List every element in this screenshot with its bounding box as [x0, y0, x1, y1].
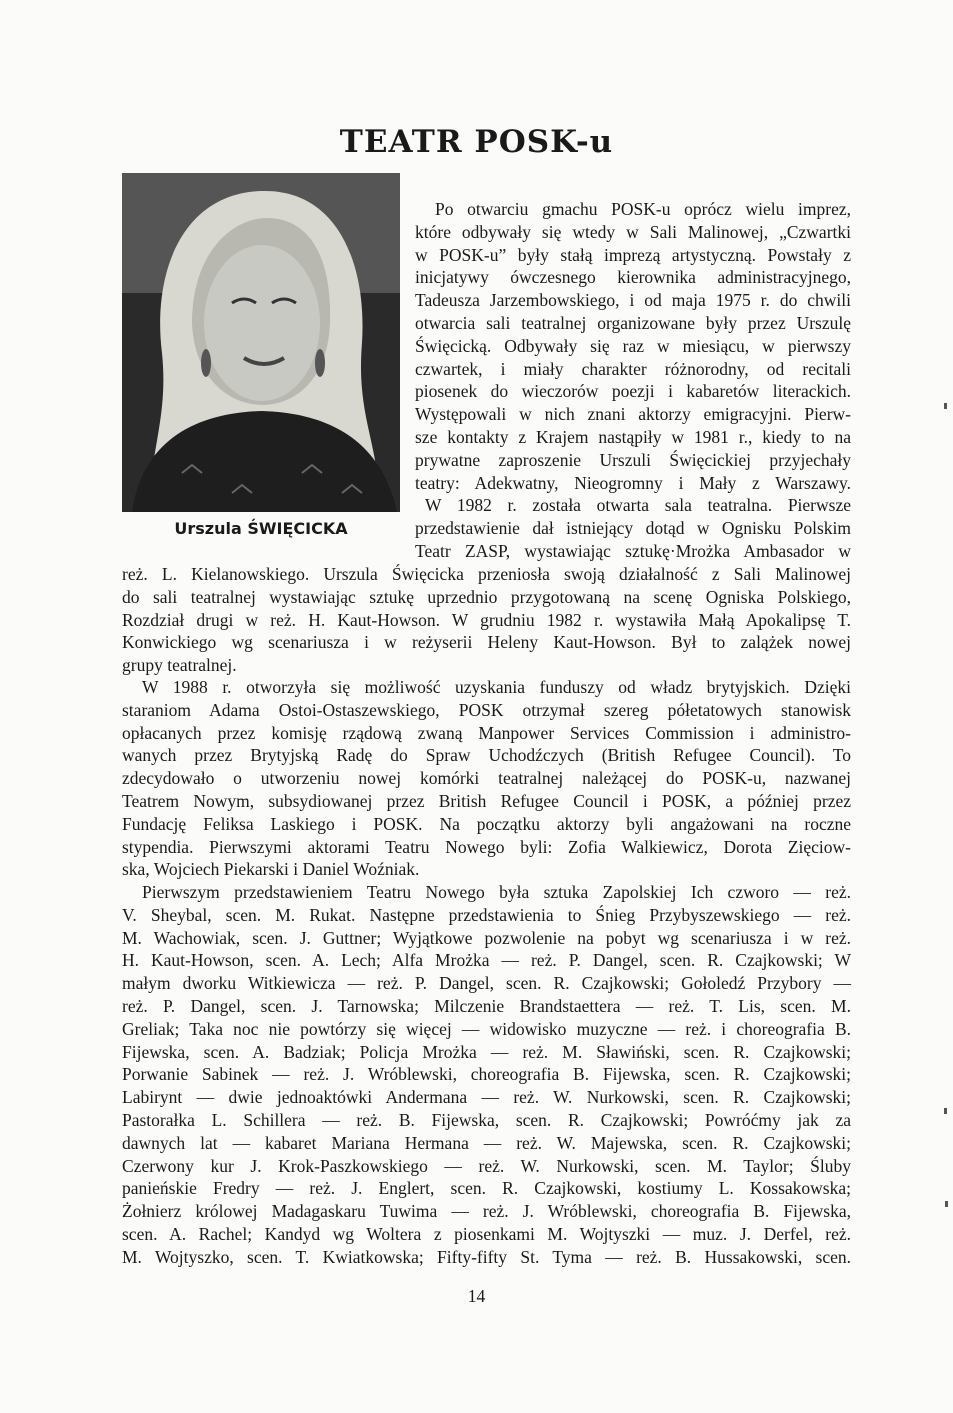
- para3-line: Greliak; Taka noc nie powtórzy się więcej — widowisko muzyczne — reż. i choreografia B.: [122, 1018, 851, 1039]
- para2-line: Teatrem Nowym, subsydiowanej przez British Refugee Council i POSK, a później przez: [122, 790, 851, 811]
- para2-line: wanych przez Brytyjską Radę do Spraw Uchodźczych (British Refugee Council). To: [122, 745, 851, 766]
- para2-line: opłacanych przez komisję rządową zwaną Manpower Services Commission i administro-: [122, 722, 851, 743]
- right-column-line: w POSK-u” były stałą imprezą artystyczną. Powstały z: [415, 244, 851, 265]
- right-column-line: inicjatywy ówczesnego kierownika administracyjnego,: [415, 267, 851, 288]
- paragraph-productions: [122, 881, 851, 1269]
- right-column-line: Święcicką. Odbywały się raz w miesiącu, w pierwszy: [415, 335, 851, 356]
- para3-line: M. Wachowiak, scen. J. Guttner; Wyjątkowe pozwolenie na pobyt wg scenariusza i w reż.: [122, 927, 851, 948]
- right-column-line: które odbywały się wtedy w Sali Malinowej, „Czwartki: [415, 221, 851, 242]
- para2-line: Fundację Feliksa Laskiego i POSK. Na początku aktorzy byli angażowani na roczne: [122, 813, 851, 834]
- scan-speck: [944, 1108, 947, 1114]
- right-column-line: otwarcia sali teatralnej organizowane były przez Urszulę: [415, 312, 851, 333]
- para3-line: Fijewska, scen. A. Badziak; Policja Mrożka — reż. M. Sławiński, scen. R. Czajkowski;: [122, 1041, 851, 1062]
- right-column-line: piosenek do wieczorów poezji i kabaretów literackich.: [415, 381, 851, 402]
- scan-speck: [944, 403, 947, 409]
- right-column-line: Występowali w nich znani aktorzy emigracyjni. Pierw-: [415, 404, 851, 425]
- right-column-line: Tadeusza Jarzembowskiego, i od maja 1975 r. do chwili: [415, 290, 851, 311]
- full-width-para1-line: reż. L. Kielanowskiego. Urszula Święcicka przeniosła swoją działalność z Sali Malinowej: [122, 564, 851, 584]
- right-column-line: W 1982 r. została otwarta sala teatralna. Pierwsze: [425, 495, 851, 516]
- para3-line: Pierwszym przedstawieniem Teatru Nowego była sztuka Zapolskiej Ich czworo — reż.: [142, 882, 851, 902]
- right-column-line: czwartek, i miały charakter różnorodny, od recitali: [415, 358, 851, 379]
- para3-line: scen. A. Rachel; Kandyd wg Woltera z piosenkami M. Wojtyszki — muz. J. Derfel, reż.: [122, 1223, 851, 1244]
- page-title: TEATR POSK-u: [339, 124, 614, 160]
- intro-paragraph-column: [415, 198, 851, 563]
- para3-line: Labirynt — dwie jednoaktówki Andermana — reż. W. Nurkowski, scen. R. Czajkowski;: [122, 1087, 851, 1108]
- para3-line: Czerwony kur J. Krok-Paszkowskiego — reż. W. Nurkowski, scen. M. Taylor; Śluby: [122, 1155, 851, 1176]
- para3-line: Pastorałka L. Schillera — reż. B. Fijewska, scen. R. Czajkowski; Powróćmy jak za: [122, 1109, 851, 1130]
- para2-line: ska, Wojciech Piekarski i Daniel Woźniak.: [122, 859, 420, 880]
- para3-line: H. Kaut-Howson, scen. A. Lech; Alfa Mrożka — reż. P. Dangel, scen. R. Czajkowski; W: [122, 950, 851, 971]
- right-column-line: Teatr ZASP, wystawiając sztukę·Mrożka Ambasador w: [415, 540, 851, 561]
- para2-line: zdecydowało o utworzeniu nowej komórki teatralnej należącej do POSK-u, nazwanej: [122, 768, 851, 789]
- para3-line: małym dworku Witkiewicza — reż. P. Dangel, scen. R. Czajkowski; Gołoledź Przybory —: [122, 973, 851, 994]
- para2-line: stypendia. Pierwszymi aktorami Teatru Nowego byli: Zofia Walkiewicz, Dorota Zięciow-: [122, 836, 851, 857]
- para2-line: W 1988 r. otworzyła się możliwość uzyskania funduszy od władz brytyjskich. Dzięki: [142, 677, 851, 697]
- portrait-illustration: [122, 173, 400, 512]
- para3-line: dawnych lat — kabaret Mariana Hermana — reż. W. Majewska, scen. R. Czajkowski;: [122, 1132, 851, 1153]
- paragraph-funding: [122, 676, 851, 881]
- para2-line: staraniom Adama Ostoi-Ostaszewskiego, POSK otrzymał szereg półetatowych stanowisk: [122, 699, 851, 720]
- para3-line: Porwanie Sabinek — reż. J. Wróblewski, choreografia B. Fijewska, scen. R. Czajkowski;: [122, 1064, 851, 1085]
- full-width-para1-line: Konwickiego wg scenariusza i w reżyserii Heleny Kaut-Howson. Był to zalążek nowej: [122, 632, 851, 653]
- portrait-photo: [122, 173, 400, 512]
- right-column-line: przedstawienie dał istniejący dotąd w Ognisku Polskim: [415, 518, 851, 539]
- right-column-line: teatry: Adekwatny, Nieogromny i Mały z Warszawy.: [415, 472, 851, 493]
- page-number: 14: [467, 1286, 486, 1306]
- full-width-para1-line: grupy teatralnej.: [122, 655, 237, 676]
- right-column-line: sze kontakty z Krajem nastąpiły w 1981 r., kiedy to na: [415, 426, 851, 447]
- para3-line: M. Wojtyszko, scen. T. Kwiatkowska; Fifty-fifty St. Tyma — reż. B. Hussakowski, scen.: [122, 1246, 851, 1267]
- full-width-para1-line: Rozdział drugi w reż. H. Kaut-Howson. W grudniu 1982 r. wystawiła Małą Apokalipsę T.: [122, 609, 851, 630]
- photo-caption: Urszula ŚWIĘCICKA: [174, 519, 348, 538]
- right-column-line: prywatne zaproszenie Urszuli Święcickiej przyjechały: [415, 449, 851, 470]
- para3-line: panieńskie Fredry — reż. J. Englert, scen. R. Czajkowski, kostiumy L. Kossakowska;: [122, 1178, 851, 1199]
- para3-line: V. Sheybal, scen. M. Rukat. Następne przedstawienia to Śnieg Przybyszewskiego — reż.: [122, 904, 851, 925]
- full-width-para1-line: do sali teatralnej wystawiając sztukę uprzednio przygotowaną na scenę Ogniska Polskiego,: [122, 586, 851, 607]
- scan-speck: [945, 1201, 948, 1207]
- para3-line: reż. P. Dangel, scen. J. Tarnowska; Milczenie Brandstaettera — reż. T. Lis, scen. M.: [122, 995, 851, 1016]
- intro-paragraph-continuation: [122, 563, 851, 677]
- para3-line: Żołnierz królowej Madagaskaru Tuwima — reż. J. Wróblewski, choreografia B. Fijewska,: [122, 1201, 851, 1222]
- right-column-line: Po otwarciu gmachu POSK-u oprócz wielu imprez,: [435, 199, 851, 219]
